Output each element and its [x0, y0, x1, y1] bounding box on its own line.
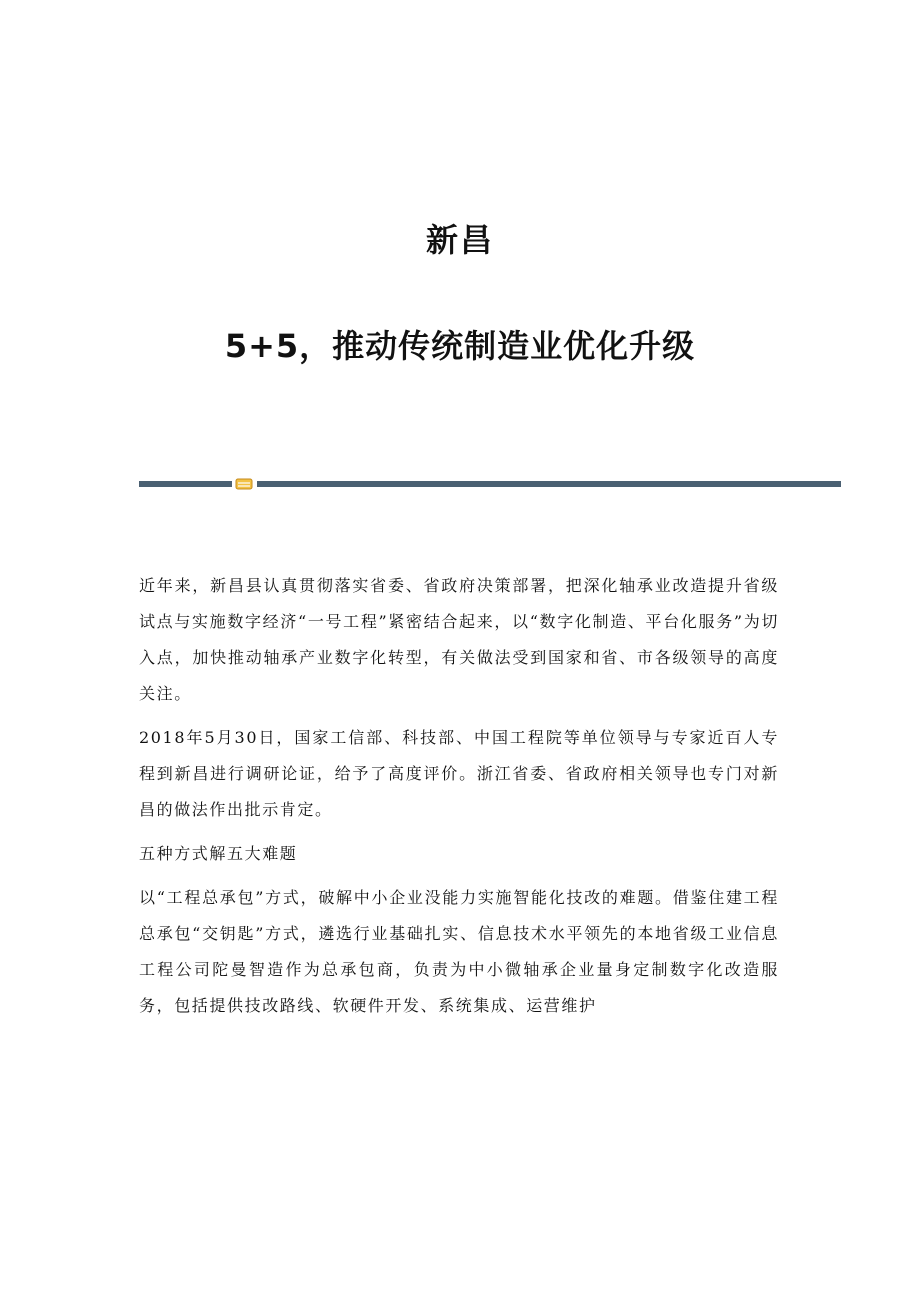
paragraph-method-1: 以“工程总承包”方式，破解中小企业没能力实施智能化技改的难题。借鉴住建工程总承包“交钥匙”方式，遴选行业基础扎实、信息技术水平领先的本地省级工业信息工程公司陀曼智造作为总承包商，负责为中小微轴承企业量身定制数字化改造服务，包括提供技改路线、软硬件开发、系统集成、运营维护: [139, 888, 779, 1015]
document-subtitle: 5+5，推动传统制造业优化升级: [224, 327, 696, 365]
emblem-icon: [235, 478, 253, 490]
document-body: [139, 568, 779, 1032]
paragraph-visit: 2018年5月30日，国家工信部、科技部、中国工程院等单位领导与专家近百人专程到新昌进行调研论证，给予了高度评价。浙江省委、省政府相关领导也专门对新昌的做法作出批示肯定。: [139, 728, 779, 819]
divider-bar-right: [257, 481, 841, 487]
title-divider: [139, 478, 841, 490]
divider-bar-left: [139, 481, 232, 487]
section-heading: 五种方式解五大难题: [139, 844, 298, 863]
document-title: 新昌: [425, 221, 494, 259]
paragraph-intro: 近年来，新昌县认真贯彻落实省委、省政府决策部署，把深化轴承业改造提升省级试点与实施数字经济“一号工程”紧密结合起来，以“数字化制造、平台化服务”为切入点，加快推动轴承产业数字化转型，有关做法受到国家和省、市各级领导的高度关注。: [139, 576, 779, 703]
